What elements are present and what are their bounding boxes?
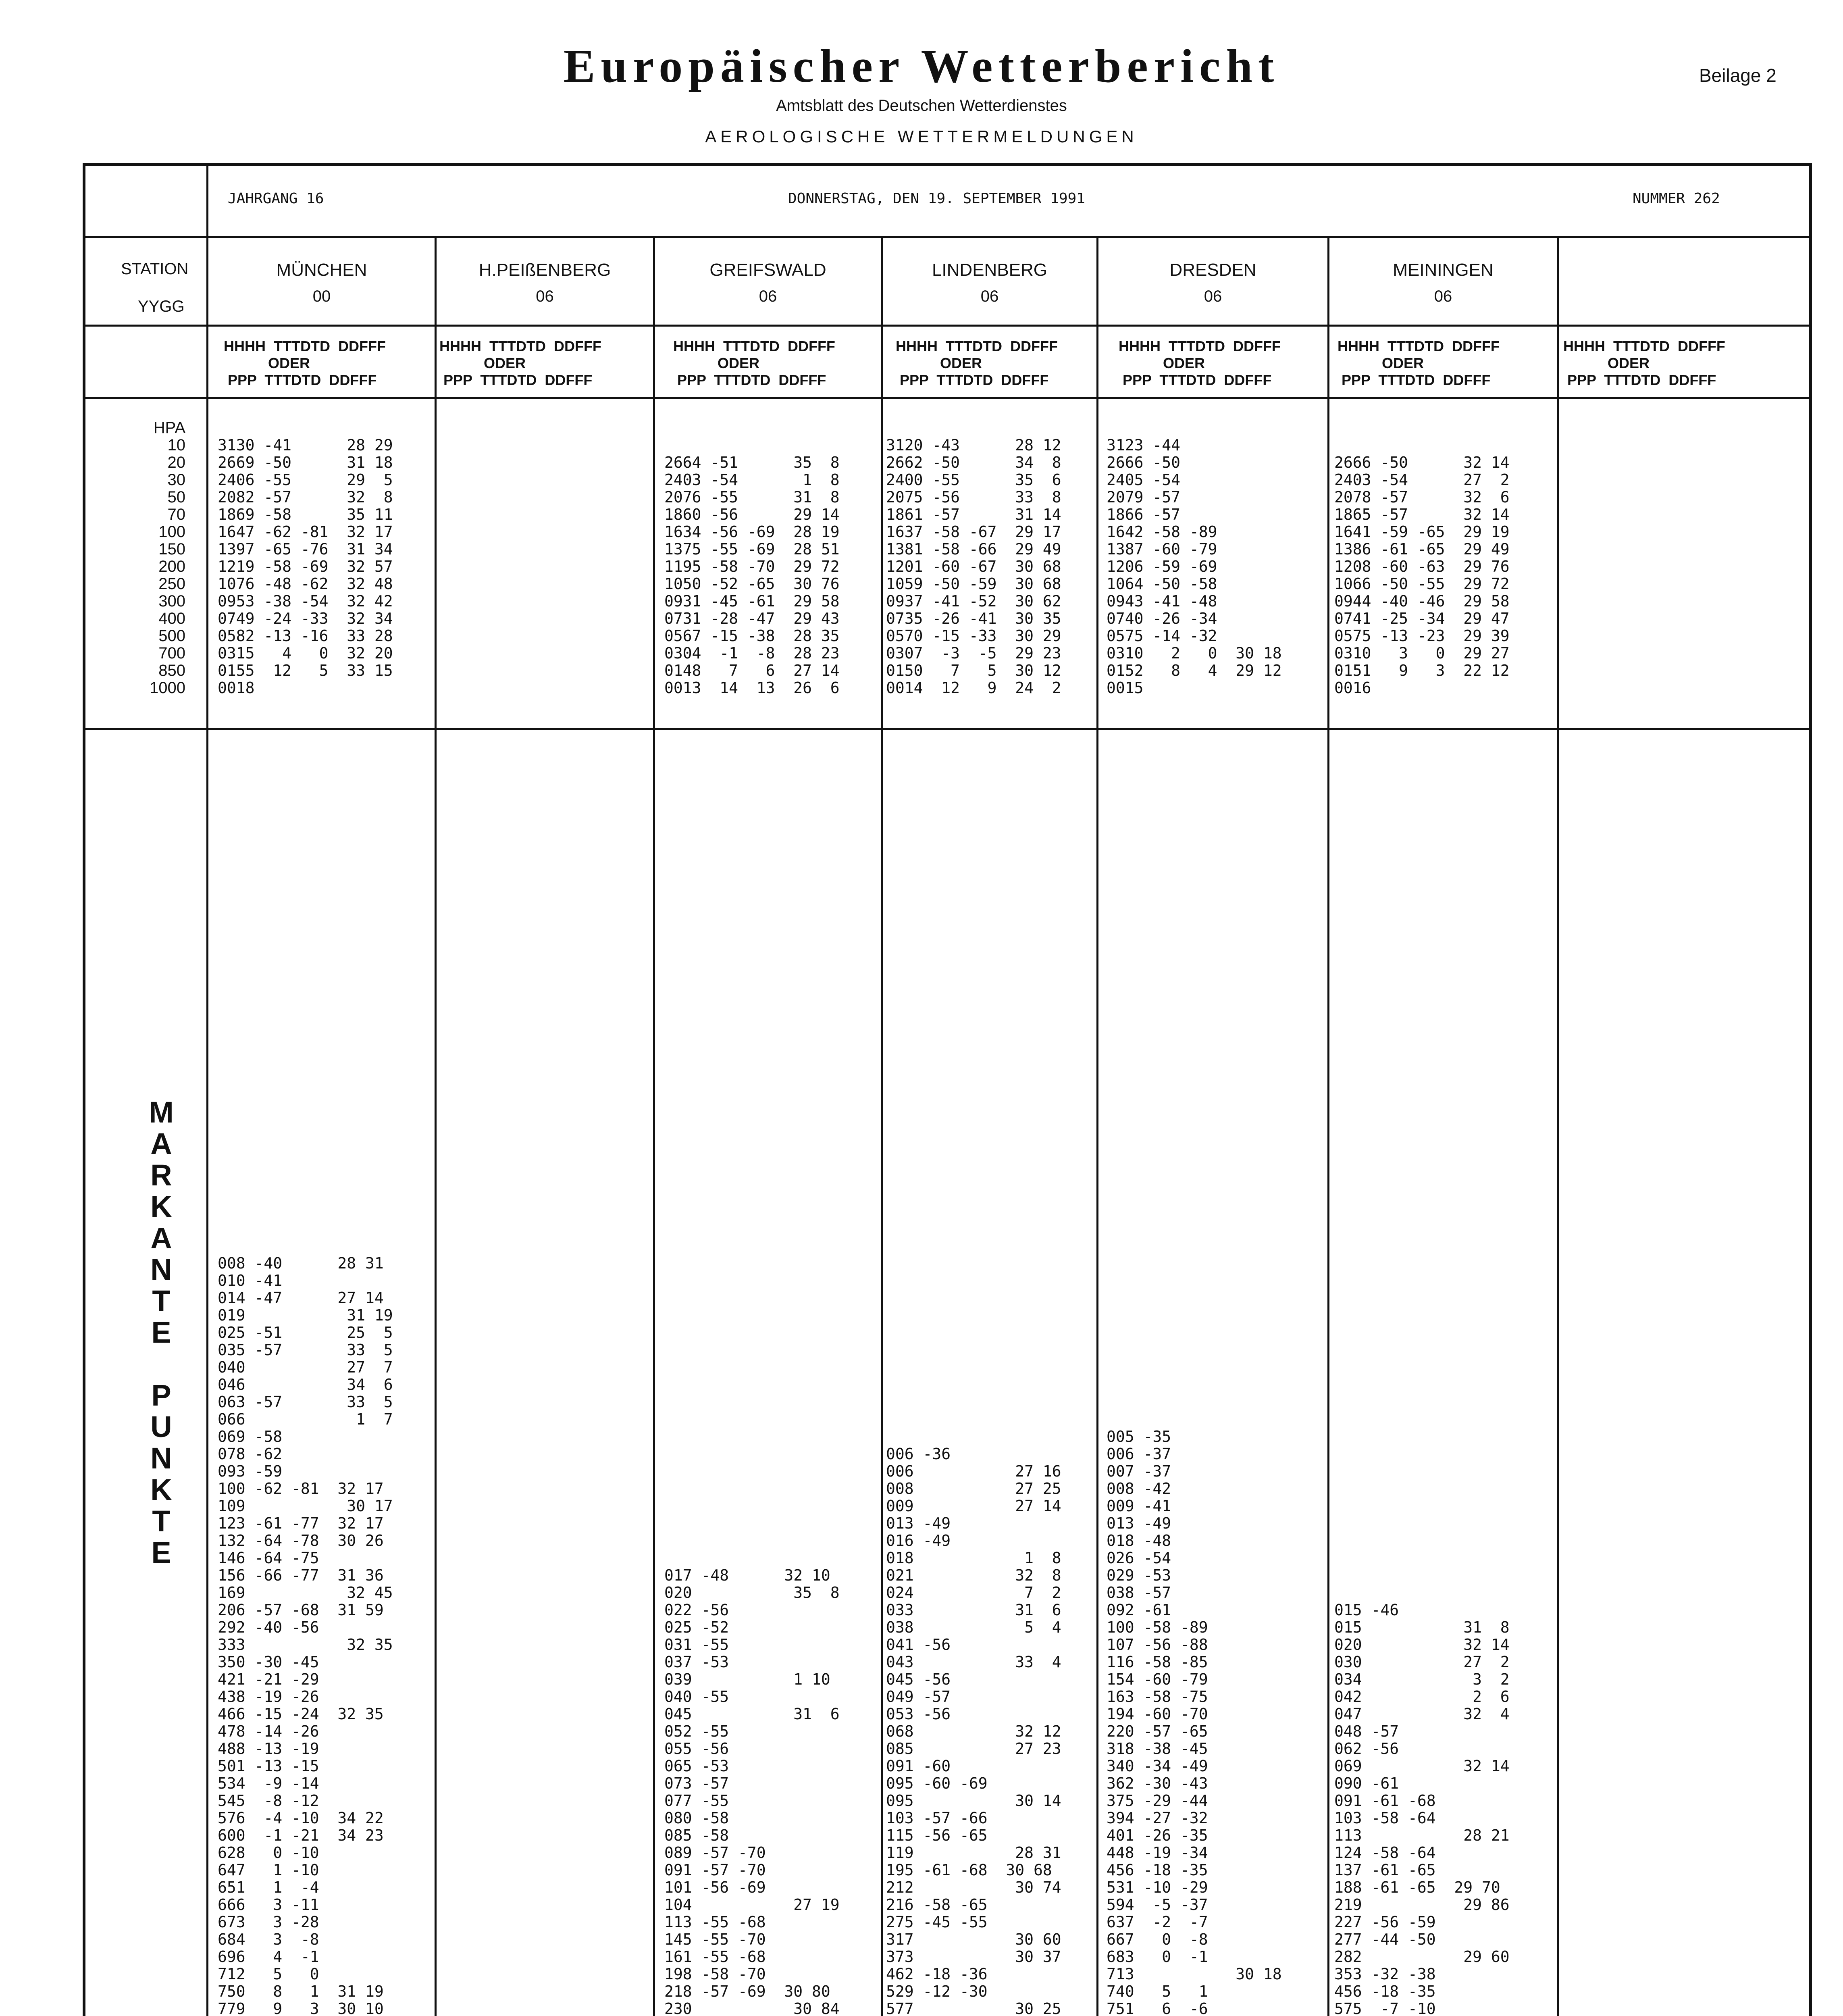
station-time: 06: [1434, 287, 1452, 305]
station-name-text: MÜNCHEN: [276, 260, 367, 280]
column-header-row3: PPP TTTDTD DDFFF: [1563, 372, 1716, 388]
column-header-row3: PPP TTTDTD DDFFF: [439, 372, 593, 388]
station-name: [209, 260, 435, 306]
hpa-label: HPA: [153, 419, 185, 437]
station-name: [655, 260, 881, 306]
rule-col-4: [1096, 236, 1098, 2016]
station-name-text: DRESDEN: [1169, 260, 1256, 280]
standard-data: 2664 -51 35 8 2403 -54 1 8 2076 -55 31 8 1860 -56 29 14 1634 -56 -69 28 19 1375 -55 -69 28 51 1195 -58 -70 29 72 1050 -52 -65 30 76 0931 -45 -61 29 58 0731 -28 -47 29 43 0567 -15 -38 28 35 0304 -1 -8 28 23 0148 7 6 27 14 0013 14 13 26 6: [664, 454, 840, 697]
column-header-row3: PPP TTTDTD DDFFF: [896, 372, 1049, 388]
column-header-row2: ODER: [673, 355, 760, 371]
station-time: 00: [312, 287, 331, 305]
standard-data: 3123 -44 2666 -50 2405 -54 2079 -57 1866 -57 1642 -58 -89 1387 -60 -79 1206 -59 -69 1064 -50 -58 0943 -41 -48 0740 -26 -34 0575 -14 -32 0310 2 0 30 18 0152 8 4 29 12 0015: [1107, 436, 1282, 697]
station-name: [883, 260, 1096, 306]
rule-col-1: [435, 236, 437, 2016]
station-name: [1098, 260, 1327, 306]
station-name-text: GREIFSWALD: [709, 260, 826, 280]
date-label: DONNERSTAG, DEN 19. SEPTEMBER 1991: [788, 190, 1085, 207]
station-time: 06: [980, 287, 999, 305]
column-header-row2: ODER: [439, 355, 526, 371]
column-header-row1: HHHH TTTDTD DDFFF: [439, 338, 601, 354]
column-header-row1: HHHH TTTDTD DDFFF: [896, 338, 1058, 354]
column-header-row2: ODER: [1563, 355, 1650, 371]
year-label: JAHRGANG 16: [228, 190, 324, 207]
rule-label-col: [206, 163, 208, 2016]
rule-colhead-bottom: [83, 397, 1812, 399]
station-label: STATION: [121, 260, 189, 278]
column-header-row1: HHHH TTTDTD DDFFF: [1119, 338, 1281, 354]
pressure-levels: 10 20 30 50 70 100 150 200 250 300 400 500 700 850 1000: [150, 436, 185, 697]
station-name-text: H.PEIßENBERG: [478, 260, 611, 280]
rule-station-bottom: [83, 325, 1812, 327]
markante-text: M A R K A N T E: [149, 1095, 174, 1349]
column-header-row1: HHHH TTTDTD DDFFF: [224, 338, 386, 354]
column-header-row3: PPP TTTDTD DDFFF: [1119, 372, 1272, 388]
station-time: 06: [1204, 287, 1222, 305]
yygg-label: YYGG: [138, 298, 185, 315]
station-name-text: LINDENBERG: [932, 260, 1048, 280]
issue-number: NUMMER 262: [1633, 190, 1720, 207]
column-header-row1: HHHH TTTDTD DDFFF: [673, 338, 835, 354]
column-header-row2: ODER: [1119, 355, 1205, 371]
rule-col-3: [881, 236, 883, 2016]
standard-data: 3120 -43 28 12 2662 -50 34 8 2400 -55 35 6 2075 -56 33 8 1861 -57 31 14 1637 -58 -67 29 17 1381 -58 -66 29 49 1201 -60 -67 30 68 1059 -50 -59 30 68 0937 -41 -52 30 62 0735 -26 -41 30 35 0570 -15 -33 30 29 0307 -3 -5 29 23 0150 7 5 30 12 0014 12 9 24 2: [886, 436, 1061, 697]
significant-data: 008 -40 28 31 010 -41 014 -47 27 14 019 31 19 025 -51 25 5 035 -57 33 5 040 27 7 046 34 6 063 -57 33 5 066 1 7 069 -58 078 -62 093 -59 100 -62 -81 32 17 109 30 17 123 -61 -77 32 17 132 -64 -78 30 26 146 -64 -75 156 -66 -77 31 36 169 32 45 206 -57 -68 31 59 292 -40 -56 333 32 35 350 -30 -45 421 -21 -29 438 -19 -26 466 -15 -24 32 35 478 -14 -26 488 -13 -19 501 -13 -15 534 -9 -14 545 -8 -12 576 -4 -10 34 22 600 -1 -21 34 23 628 0 -10 647 1 -10 651 1 -4 666 3 -11 673 3 -28 684 3 -8 696 4 -1 712 5 0 750 8 1 31 19 779 9 3 30 10: [218, 1254, 393, 2016]
report-title: Europäischer Wetterbericht: [563, 40, 1280, 92]
standard-data: 3130 -41 28 29 2669 -50 31 18 2406 -55 29 5 2082 -57 32 8 1869 -58 35 11 1647 -62 -81 32 17 1397 -65 -76 31 34 1219 -58 -69 32 57 1076 -48 -62 32 48 0953 -38 -54 32 42 0749 -24 -33 32 34 0582 -13 -16 33 28 0315 4 0 32 20 0155 12 5 33 15 0018: [218, 436, 393, 697]
section-title: AEROLOGISCHE WETTERMELDUNGEN: [705, 127, 1138, 146]
station-time: 06: [759, 287, 777, 305]
rule-col-5: [1327, 236, 1329, 2016]
standard-data: 2666 -50 32 14 2403 -54 27 2 2078 -57 32 6 1865 -57 32 14 1641 -59 -65 29 19 1386 -61 -65 29 49 1208 -60 -63 29 76 1066 -50 -55 29 72 0944 -40 -46 29 58 0741 -25 -34 29 47 0575 -13 -23 29 39 0310 3 0 29 27 0151 9 3 22 12 0016: [1334, 454, 1510, 697]
rule-info-bottom: [83, 236, 1812, 238]
significant-data: 015 -46 015 31 8 020 32 14 030 27 2 034 3 2 042 2 6 047 32 4 048 -57 062 -56 069 32 14 090 -61 091 -61 -68 103 -58 -64 113 28 21 124 -58 -64 137 -61 -65 188 -61 -65 29 70 219 29 86 227 -56 -59 277 -44 -50 282 29 60 353 -32 -38 456 -18 -35 575 -7 -10: [1334, 1601, 1510, 2016]
rule-col-6: [1557, 236, 1559, 2016]
rule-col-2: [653, 236, 655, 2016]
station-name: [437, 260, 653, 306]
column-header-row2: ODER: [224, 355, 310, 371]
vertical-spacer: [145, 1348, 177, 1380]
column-header-row1: HHHH TTTDTD DDFFF: [1338, 338, 1500, 354]
column-header-row3: PPP TTTDTD DDFFF: [224, 372, 377, 388]
column-header-row1: HHHH TTTDTD DDFFF: [1563, 338, 1725, 354]
station-name: [1329, 260, 1557, 306]
rule-standard-bottom: [83, 728, 1812, 730]
column-header-row3: PPP TTTDTD DDFFF: [1338, 372, 1491, 388]
station-time: 06: [536, 287, 554, 305]
punkte-text: P U N K T E: [150, 1379, 172, 1569]
column-header-row2: ODER: [1338, 355, 1424, 371]
supplement-label: Beilage 2: [1699, 65, 1776, 86]
significant-data: 006 -36 006 27 16 008 27 25 009 27 14 013 -49 016 -49 018 1 8 021 32 8 024 7 2 033 31 6 038 5 4 041 -56 043 33 4 045 -56 049 -57 053 -56 068 32 12 085 27 23 091 -60 095 -60 -69 095 30 14 103 -57 -66 115 -56 -65 119 28 31 195 -61 -68 30 68 212 30 74 216 -58 -65 275 -45 -55 317 30 60 373 30 37 462 -18 -36 529 -12 -30 577 30 25: [886, 1445, 1061, 2016]
column-header-row2: ODER: [896, 355, 982, 371]
station-name-text: MEININGEN: [1393, 260, 1494, 280]
significant-data: 017 -48 32 10 020 35 8 022 -56 025 -52 031 -55 037 -53 039 1 10 040 -55 045 31 6 052 -55 055 -56 065 -53 073 -57 077 -55 080 -58 085 -58 089 -57 -70 091 -57 -70 101 -56 -69 104 27 19 113 -55 -68 145 -55 -70 161 -55 -68 198 -58 -70 218 -57 -69 30 80 230 30 84: [664, 1566, 840, 2016]
markante-label: [145, 1097, 177, 1568]
report-subtitle: Amtsblatt des Deutschen Wetterdienstes: [776, 97, 1067, 115]
significant-data: 005 -35 006 -37 007 -37 008 -42 009 -41 013 -49 018 -48 026 -54 029 -53 038 -57 092 -61 100 -58 -89 107 -56 -88 116 -58 -85 154 -60 -79 163 -58 -75 194 -60 -70 220 -57 -65 318 -38 -45 340 -34 -49 362 -30 -43 375 -29 -44 394 -27 -32 401 -26 -35 448 -19 -34 456 -18 -35 531 -10 -29 594 -5 -37 637 -2 -7 667 0 -8 683 0 -1 713 30 18 740 5 1 751 6 -6: [1107, 1428, 1282, 2016]
column-header-row3: PPP TTTDTD DDFFF: [673, 372, 826, 388]
